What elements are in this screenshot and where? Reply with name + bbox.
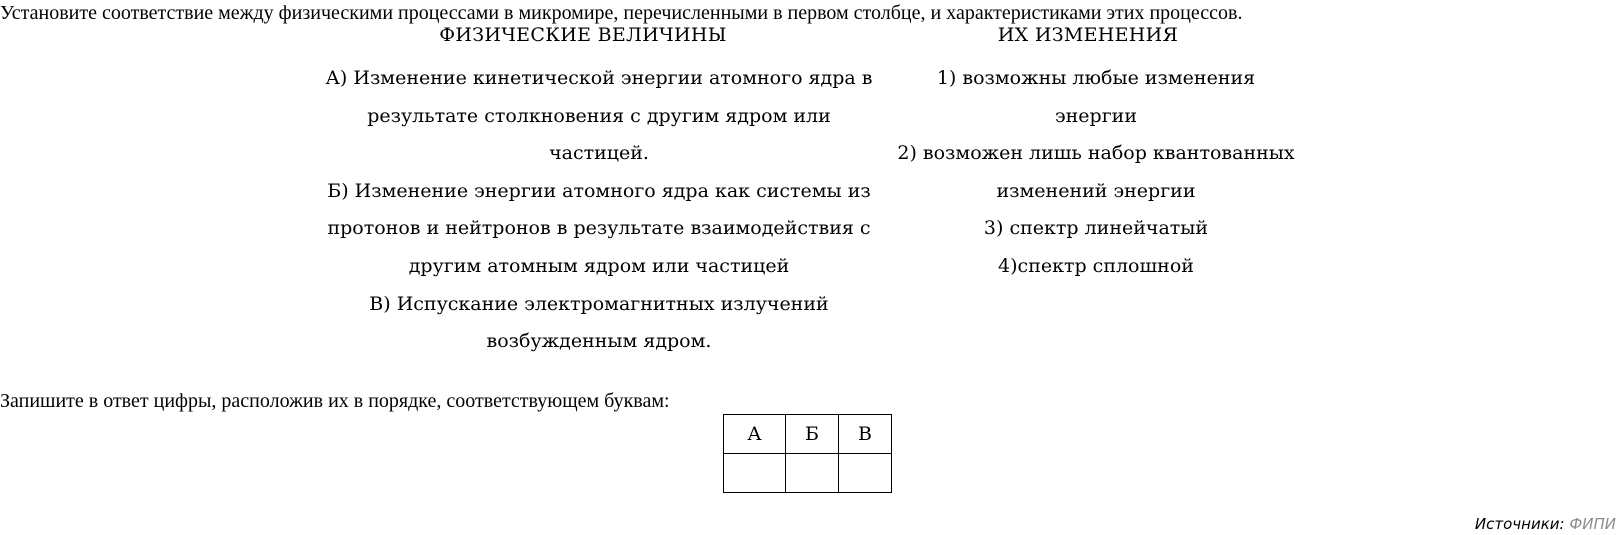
answer-cell-c[interactable] (839, 454, 892, 493)
answer-header-a: А (724, 415, 786, 454)
answer-cell-a[interactable] (724, 454, 786, 493)
process-item-a: А) Изменение кинетической энергии атомного ядра в результате столкновения с другим ядром или частицей. (325, 67, 873, 165)
right-column-heading: ИХ ИЗМЕНЕНИЯ (997, 24, 1179, 46)
answer-cell-b[interactable] (786, 454, 839, 493)
source-link[interactable]: ФИПИ (1569, 515, 1616, 533)
task-intro: Установите соответствие между физическими процессами в микромире, перечисленными в первом столбце, и характеристиками этих процессов. (0, 2, 1243, 24)
answer-table-input-row (724, 454, 892, 493)
answer-header-c: В (839, 415, 892, 454)
characteristic-item-1: 1) возможны любые изменения энергии (936, 67, 1256, 127)
answer-table (723, 414, 892, 493)
process-item-c: В) Испускание электромагнитных излучений возбужденным ядром. (369, 292, 829, 353)
answer-table-header-row (724, 415, 892, 454)
right-column (896, 24, 1296, 286)
characteristic-item-2: 2) возможен лишь набор квантованных изменений энергии (897, 142, 1295, 202)
left-column-heading: ФИЗИЧЕСКИЕ ВЕЛИЧИНЫ (439, 24, 727, 46)
source-line (1475, 514, 1616, 534)
answer-prompt: Запишите в ответ цифры, расположив их в порядке, соответствующем буквам: (0, 390, 670, 412)
left-column (318, 24, 880, 361)
answer-header-b: Б (786, 415, 839, 454)
left-column-items (318, 60, 880, 361)
characteristic-item-4: 4)спектр сплошной (998, 254, 1194, 277)
characteristic-item-3: 3) спектр линейчатый (983, 217, 1209, 240)
process-item-b: Б) Изменение энергии атомного ядра как системы из протонов и нейтронов в результате взаимодействия с другим атомным ядром или частицей (327, 179, 871, 277)
source-label: Источники: (1474, 515, 1565, 533)
right-column-items (896, 60, 1296, 286)
